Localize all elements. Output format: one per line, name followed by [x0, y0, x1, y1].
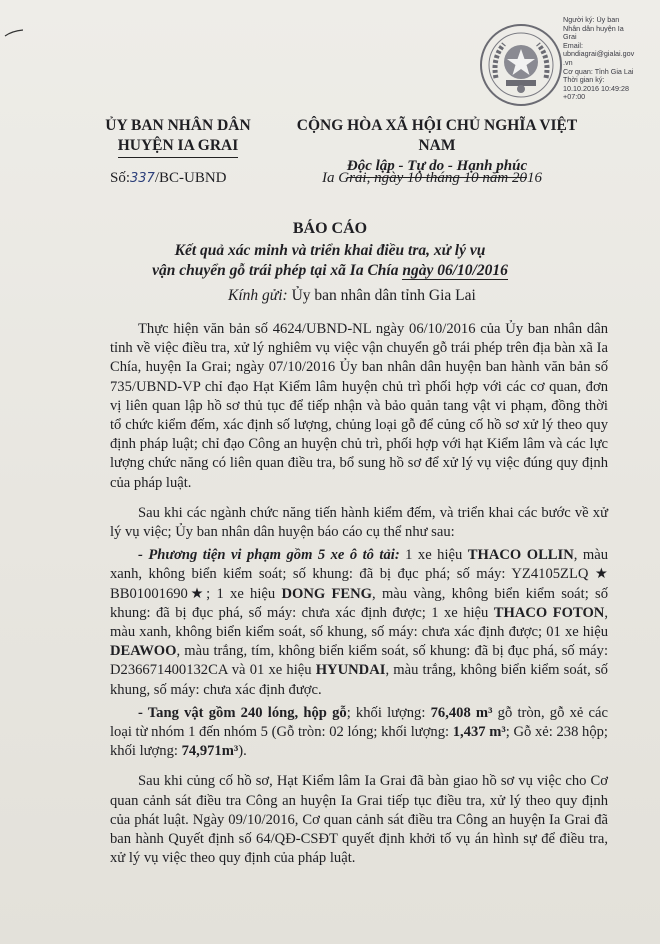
- sig-line: Người ký: Ủy ban: [563, 16, 620, 24]
- evidence-text: ; Gỗ xẻ: 238 hộp; khối lượng:: [110, 724, 608, 760]
- paragraph-evidence: [110, 704, 608, 762]
- sig-line: Thời gian ký:: [563, 76, 605, 85]
- docno-value: 337: [130, 171, 155, 186]
- pen-mark: [4, 28, 24, 38]
- vehicles-text: , màu xanh, không biển kiểm soát, số khung, số máy: chưa xác định được; 01 xe hiệu: [110, 604, 609, 641]
- evidence-text: gỗ tròn, gỗ xẻ các loại từ nhóm 1 đến nhóm 5 (Gỗ tròn: 02 lóng; khối lượng:: [110, 704, 608, 741]
- evidence-volume: 74,971m³: [181, 743, 239, 760]
- sig-line: 10.10.2016 10:49:28: [563, 84, 629, 93]
- paragraph-5: Sau khi củng cố hồ sơ, Hạt Kiểm lâm Ia Grai đã bàn giao hồ sơ vụ việc cho Cơ quan cảnh sát điều tra Công an huyện Ia Grai tiếp tục điều tra, xử lý theo quy định của phát luật. Ngày 09/10/2016, Cơ quan cảnh sát điều tra Công an huyện Ia Grai đã ban hành Quyết định số 64/QĐ-CSĐT quyết định khởi tố vụ án hình sự để điều tra, xử lý vụ việc theo quy định của pháp luật.: [110, 773, 608, 867]
- vehicles-text: , màu trắng, tím, không biển kiểm soát, số khung: đã bị đục phá, số máy: D236671400132CA và 01 xe hiệu: [110, 643, 608, 679]
- sig-line: Email:: [563, 41, 583, 50]
- document-number: [110, 170, 227, 187]
- evidence-text: ).: [238, 743, 247, 760]
- document-heading: BÁO CÁO: [292, 220, 368, 237]
- recipient-label: Kính gửi:: [228, 287, 288, 304]
- sig-line: Nhân dân huyện Ia: [563, 24, 624, 33]
- sig-line: Cơ quan: Tỉnh Gia Lai: [563, 67, 634, 76]
- paragraph-vehicles: [110, 546, 608, 700]
- evidence-lead: - Tang vật gồm 240 lóng, hộp gỗ: [138, 704, 347, 721]
- document-subtitle-1: Kết quả xác minh và triển khai điều tra, xử lý vụ: [174, 242, 486, 259]
- vehicle-brand: HYUNDAI: [315, 662, 386, 679]
- vehicles-lead: - Phương tiện vi phạm gồm 5 xe ô tô tải:: [138, 547, 400, 564]
- sig-line: +07:00: [563, 93, 586, 102]
- recipient-name: Ủy ban nhân dân tỉnh Gia Lai: [291, 287, 476, 304]
- document-date: Ia Grai, ngày 10 tháng 10 năm 2016: [322, 170, 542, 186]
- state-emblem-seal-icon: [478, 22, 564, 108]
- sig-line: .vn: [563, 58, 573, 67]
- sig-line: Grai: [563, 33, 577, 42]
- vehicle-brand: DEAWOO: [110, 643, 177, 660]
- docno-prefix: Số:: [110, 170, 131, 186]
- paragraph-1: Thực hiện văn bản số 4624/UBND-NL ngày 06/10/2016 của Ủy ban nhân dân tỉnh về việc điều tra, xử lý nghiêm vụ việc vận chuyển gỗ trái phép trên địa bàn xã Ia Chía, huyện Ia Grai; ngày 07/10/2016 Ủy ban nhân dân huyện ban hành văn bản số 735/UBND-VP chỉ đạo Hạt Kiểm lâm huyện chủ trì phối hợp với các cơ quan, đơn vị liên quan lập hồ sơ thủ tục để tiếp nhận và bảo quản tang vật vi phạm, đồng thời tổ chức kiểm đếm, xác định số lượng, chủng loại gỗ để củng cố hồ sơ xử lý theo quy định pháp luật; chỉ đạo Công an huyện chủ trì, phối hợp với hạt Kiểm lâm và các lực lượng chức năng có liên quan điều tra, bổ sung hồ sơ để xử lý vụ việc đúng quy định của pháp luật.: [110, 321, 608, 491]
- vehicle-brand: THACO FOTON: [493, 604, 605, 621]
- subtitle-2a: vận chuyển gỗ trái phép tại xã Ia Chía: [152, 262, 403, 279]
- vehicle-brand: THACO OLLIN: [467, 547, 574, 564]
- vehicles-text: 1 xe hiệu: [399, 547, 468, 564]
- recipient-line: [228, 287, 476, 305]
- vehicles-text: , màu xanh, không biển kiểm soát; số khung: đã bị đục phá; số máy: YZ4105ZLQ ★ BB01001690★; 1 xe hiệu: [110, 547, 608, 602]
- subtitle-2b: ngày 06/10/2016: [402, 262, 508, 279]
- authority-line2: HUYỆN IA GRAI: [118, 136, 239, 158]
- sig-line: ubndiagrai@gialai.gov: [563, 50, 635, 59]
- national-header: [282, 116, 592, 178]
- evidence-volume: 1,437 m³: [452, 724, 506, 741]
- national-title: CỘNG HÒA XÃ HỘI CHỦ NGHĨA VIỆT NAM: [296, 117, 578, 154]
- report-body: [110, 320, 608, 879]
- issuing-authority: [78, 116, 278, 158]
- docno-suffix: /BC-UBND: [154, 170, 227, 186]
- vehicles-text: , màu vàng, không biển kiểm soát; số khung: đã bị đục phá, số máy: chưa xác định được; 1 xe hiệu: [110, 585, 608, 621]
- national-motto: Độc lập - Tự do - Hạnh phúc: [347, 156, 527, 178]
- evidence-text: ; khối lượng:: [346, 704, 431, 721]
- vehicle-brand: DONG FENG: [281, 585, 373, 602]
- document-subtitle-2: [0, 262, 660, 280]
- vehicles-text: , màu trắng, không biển kiểm soát, số khung, số máy: chưa xác định được.: [110, 662, 608, 698]
- evidence-volume: 76,408 m³: [430, 704, 493, 721]
- digital-signature-info: [563, 16, 658, 102]
- paragraph-2: Sau khi các ngành chức năng tiến hành kiểm đếm, và triển khai các bước về xử lý vụ việc; Ủy ban nhân dân huyện báo cáo cụ thể như sau:: [110, 504, 608, 541]
- authority-line1: ỦY BAN NHÂN DÂN: [105, 117, 251, 134]
